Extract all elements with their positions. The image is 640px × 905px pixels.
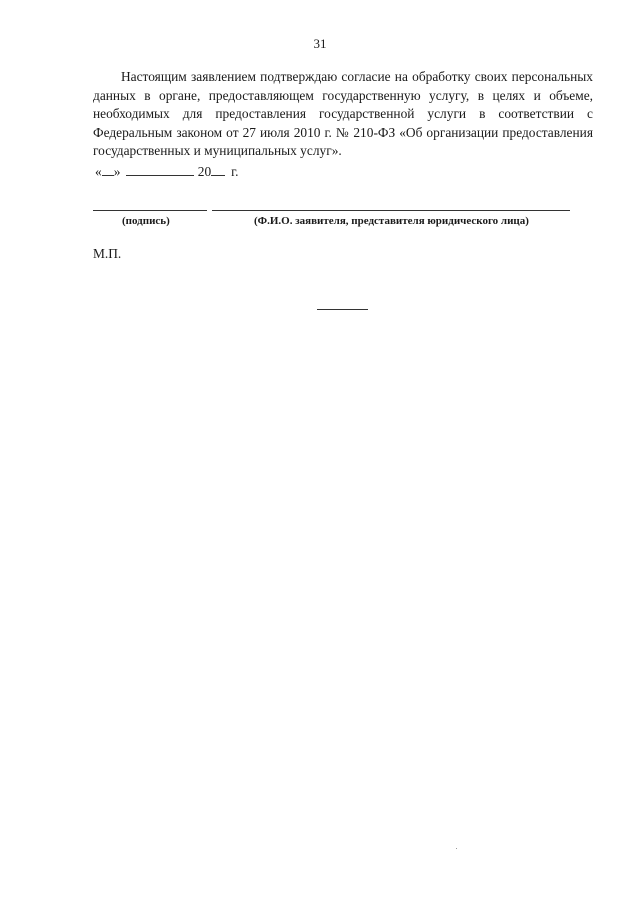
stamp-label: М.П. [93,246,122,261]
page-number: 31 [313,36,327,51]
signature-caption: (подпись) [122,215,170,227]
end-divider [317,309,368,310]
date-open-quote: « [95,164,102,179]
date-close-quote: » [113,164,121,179]
year-blank [211,164,225,176]
month-blank [126,164,194,176]
consent-statement: Настоящим заявлением подтверждаю согласие на обработку своих персональных данных в органе, предоставляющем государственную услугу, в целях и объеме, необходимых для предоставления государственной услуги в соответствии с Федеральным законом от 27 июля 2010 г. № 210-ФЗ «Об организации предоставления государственных и муниципальных услуг». [93,69,593,158]
name-caption: (Ф.И.О. заявителя, представителя юридического лица) [254,215,529,227]
date-line [95,164,239,180]
day-blank [102,164,114,176]
signature-line [93,210,207,211]
name-line [212,210,570,211]
scan-speck [456,848,457,849]
year-suffix: г. [231,164,239,179]
year-prefix: 20 [197,164,212,179]
